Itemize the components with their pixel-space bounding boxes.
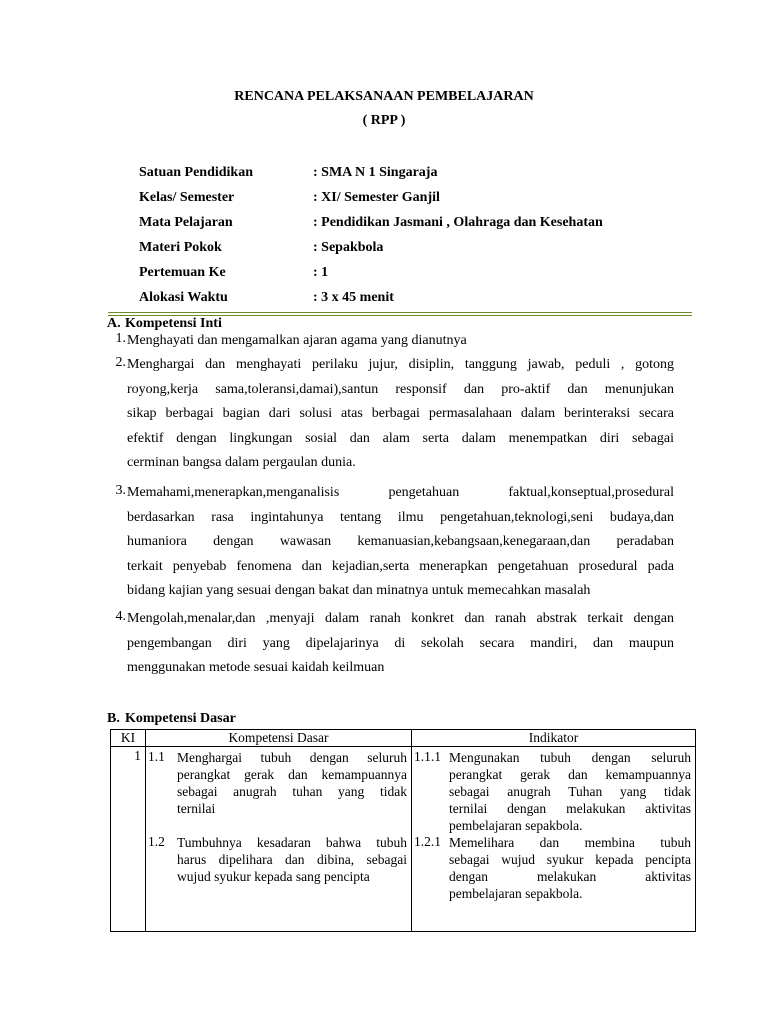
ki-number: 4. xyxy=(115,609,126,624)
text-line: menggunakan metode sesuai kaidah keilmuan xyxy=(127,660,385,675)
ki-number: 2. xyxy=(115,355,126,370)
text-line: bidang kajian yang sesuai dengan bakat dan minatnya untuk memecahkan masalah xyxy=(127,583,591,598)
indicator-text xyxy=(449,834,691,902)
text-line: sikap berbagai bagian dari solusi atas berbagai permasalahaan dalam berinteraksi secara xyxy=(127,406,674,421)
info-value: : XI/ Semester Ganjil xyxy=(313,190,440,205)
info-value: : SMA N 1 Singaraja xyxy=(313,165,438,180)
info-label: Mata Pelajaran xyxy=(139,215,233,230)
text-line: Mengolah,menalar,dan ,menyaji dalam ranah konkret dan ranah abstrak terkait dengan xyxy=(127,611,674,626)
text-line: pembelajaran sepakbola. xyxy=(449,886,583,901)
text-line: wujud syukur kepada sang pencipta xyxy=(177,869,370,884)
section-letter: B. xyxy=(107,711,120,726)
text-line: ternilai xyxy=(177,801,216,816)
text-line: sebagai anugrah tuhan yang tidak xyxy=(177,784,407,799)
indicator-text xyxy=(449,749,691,834)
header-indikator: Indikator xyxy=(412,730,696,747)
text-line: sebagai anugrah Tuhan yang tidak xyxy=(449,784,691,799)
text-line: Tumbuhnya kesadaran bahwa tubuh xyxy=(177,835,407,850)
text-line: royong,kerja sama,toleransi,damai),santun responsif dan pro-aktif dan menunjukan xyxy=(127,381,674,397)
kd-number: 1.1 xyxy=(148,749,165,764)
kd-number: 1.2 xyxy=(148,834,165,849)
header-kompetensi-dasar: Kompetensi Dasar xyxy=(146,730,412,747)
info-value: : Sepakbola xyxy=(313,240,384,255)
text-line: Memelihara dan membina tubuh xyxy=(449,835,691,850)
kd-text xyxy=(177,749,407,817)
ki-number: 1. xyxy=(115,331,126,346)
kompetensi-dasar-table xyxy=(110,729,696,932)
text-line: harus dipelihara dan dibina, sebagai xyxy=(177,852,407,867)
info-label: Pertemuan Ke xyxy=(139,265,226,280)
text-line: pembelajaran sepakbola. xyxy=(449,818,583,833)
kd-cell xyxy=(146,747,412,932)
header-ki: KI xyxy=(111,730,146,747)
info-label: Materi Pokok xyxy=(139,240,222,255)
text-line: Mengunakan tubuh dengan seluruh xyxy=(449,750,691,765)
info-label: Alokasi Waktu xyxy=(139,290,228,305)
section-title: Kompetensi Dasar xyxy=(125,711,236,726)
text-line: Menghargai dan menghayati perilaku jujur, disiplin, tanggung jawab, peduli , gotong xyxy=(127,357,674,372)
text-line: Menghargai tubuh dengan seluruh xyxy=(177,750,407,765)
text-line: efektif dengan lingkungan sosial dan alam serta dalam menempatkan diri sebagai xyxy=(127,430,674,446)
text-line: ternilai dengan melakukan aktivitas xyxy=(449,801,691,816)
text-line: humaniora dengan wawasan kemanuasian,kebangsaan,kenegaraan,dan peradaban xyxy=(127,534,674,549)
info-label: Satuan Pendidikan xyxy=(139,165,253,180)
text-line: perangkat gerak dan kemampuannya xyxy=(449,767,691,782)
text-line: sebagai wujud syukur kepada pencipta xyxy=(449,852,691,867)
text-line: pengembangan diri yang dipelajarinya di sekolah secara mandiri, dan maupun xyxy=(127,635,674,651)
info-value: : 1 xyxy=(313,265,329,280)
section-b-heading xyxy=(107,711,236,727)
table-row xyxy=(111,747,696,932)
info-value: : Pendidikan Jasmani , Olahraga dan Kesehatan xyxy=(313,215,603,230)
text-line: cerminan bangsa dalam pergaulan dunia. xyxy=(127,455,356,470)
ki-number: 3. xyxy=(115,483,126,498)
indicator-number: 1.1.1 xyxy=(414,749,441,764)
info-label: Kelas/ Semester xyxy=(139,190,235,205)
text-line: berdasarkan rasa ingintahunya tentang ilmu pengetahuan,teknologi,seni budaya,dan xyxy=(127,509,674,525)
text-line: Memahami,menerapkan,menganalisis pengetahuan faktual,konseptual,prosedural xyxy=(127,485,674,500)
text-line: perangkat gerak dan kemampuannya xyxy=(177,767,407,782)
document-subtitle: ( RPP ) xyxy=(362,113,406,128)
ki-cell: 1 xyxy=(111,747,146,932)
ki-text xyxy=(127,331,674,356)
indicator-number: 1.2.1 xyxy=(414,834,441,849)
text-line: dengan melakukan aktivitas xyxy=(449,869,691,884)
ki-text xyxy=(127,483,674,606)
divider-line xyxy=(108,312,692,313)
table-header-row xyxy=(111,730,696,747)
info-value: : 3 x 45 menit xyxy=(313,290,394,305)
kd-text xyxy=(177,834,407,885)
ki-text xyxy=(127,609,674,683)
section-letter: A. xyxy=(107,316,121,331)
text-line: terkait penyebab fenomena dan kejadian,serta menerapkan pengetahuan prosedural pada xyxy=(127,558,674,574)
indikator-cell xyxy=(412,747,696,932)
ki-text xyxy=(127,355,674,478)
section-title: Kompetensi Inti xyxy=(125,316,222,331)
text-line: Menghayati dan mengamalkan ajaran agama yang dianutnya xyxy=(127,333,467,348)
section-a-heading xyxy=(107,316,222,332)
document-title: RENCANA PELAKSANAAN PEMBELAJARAN xyxy=(234,89,534,104)
